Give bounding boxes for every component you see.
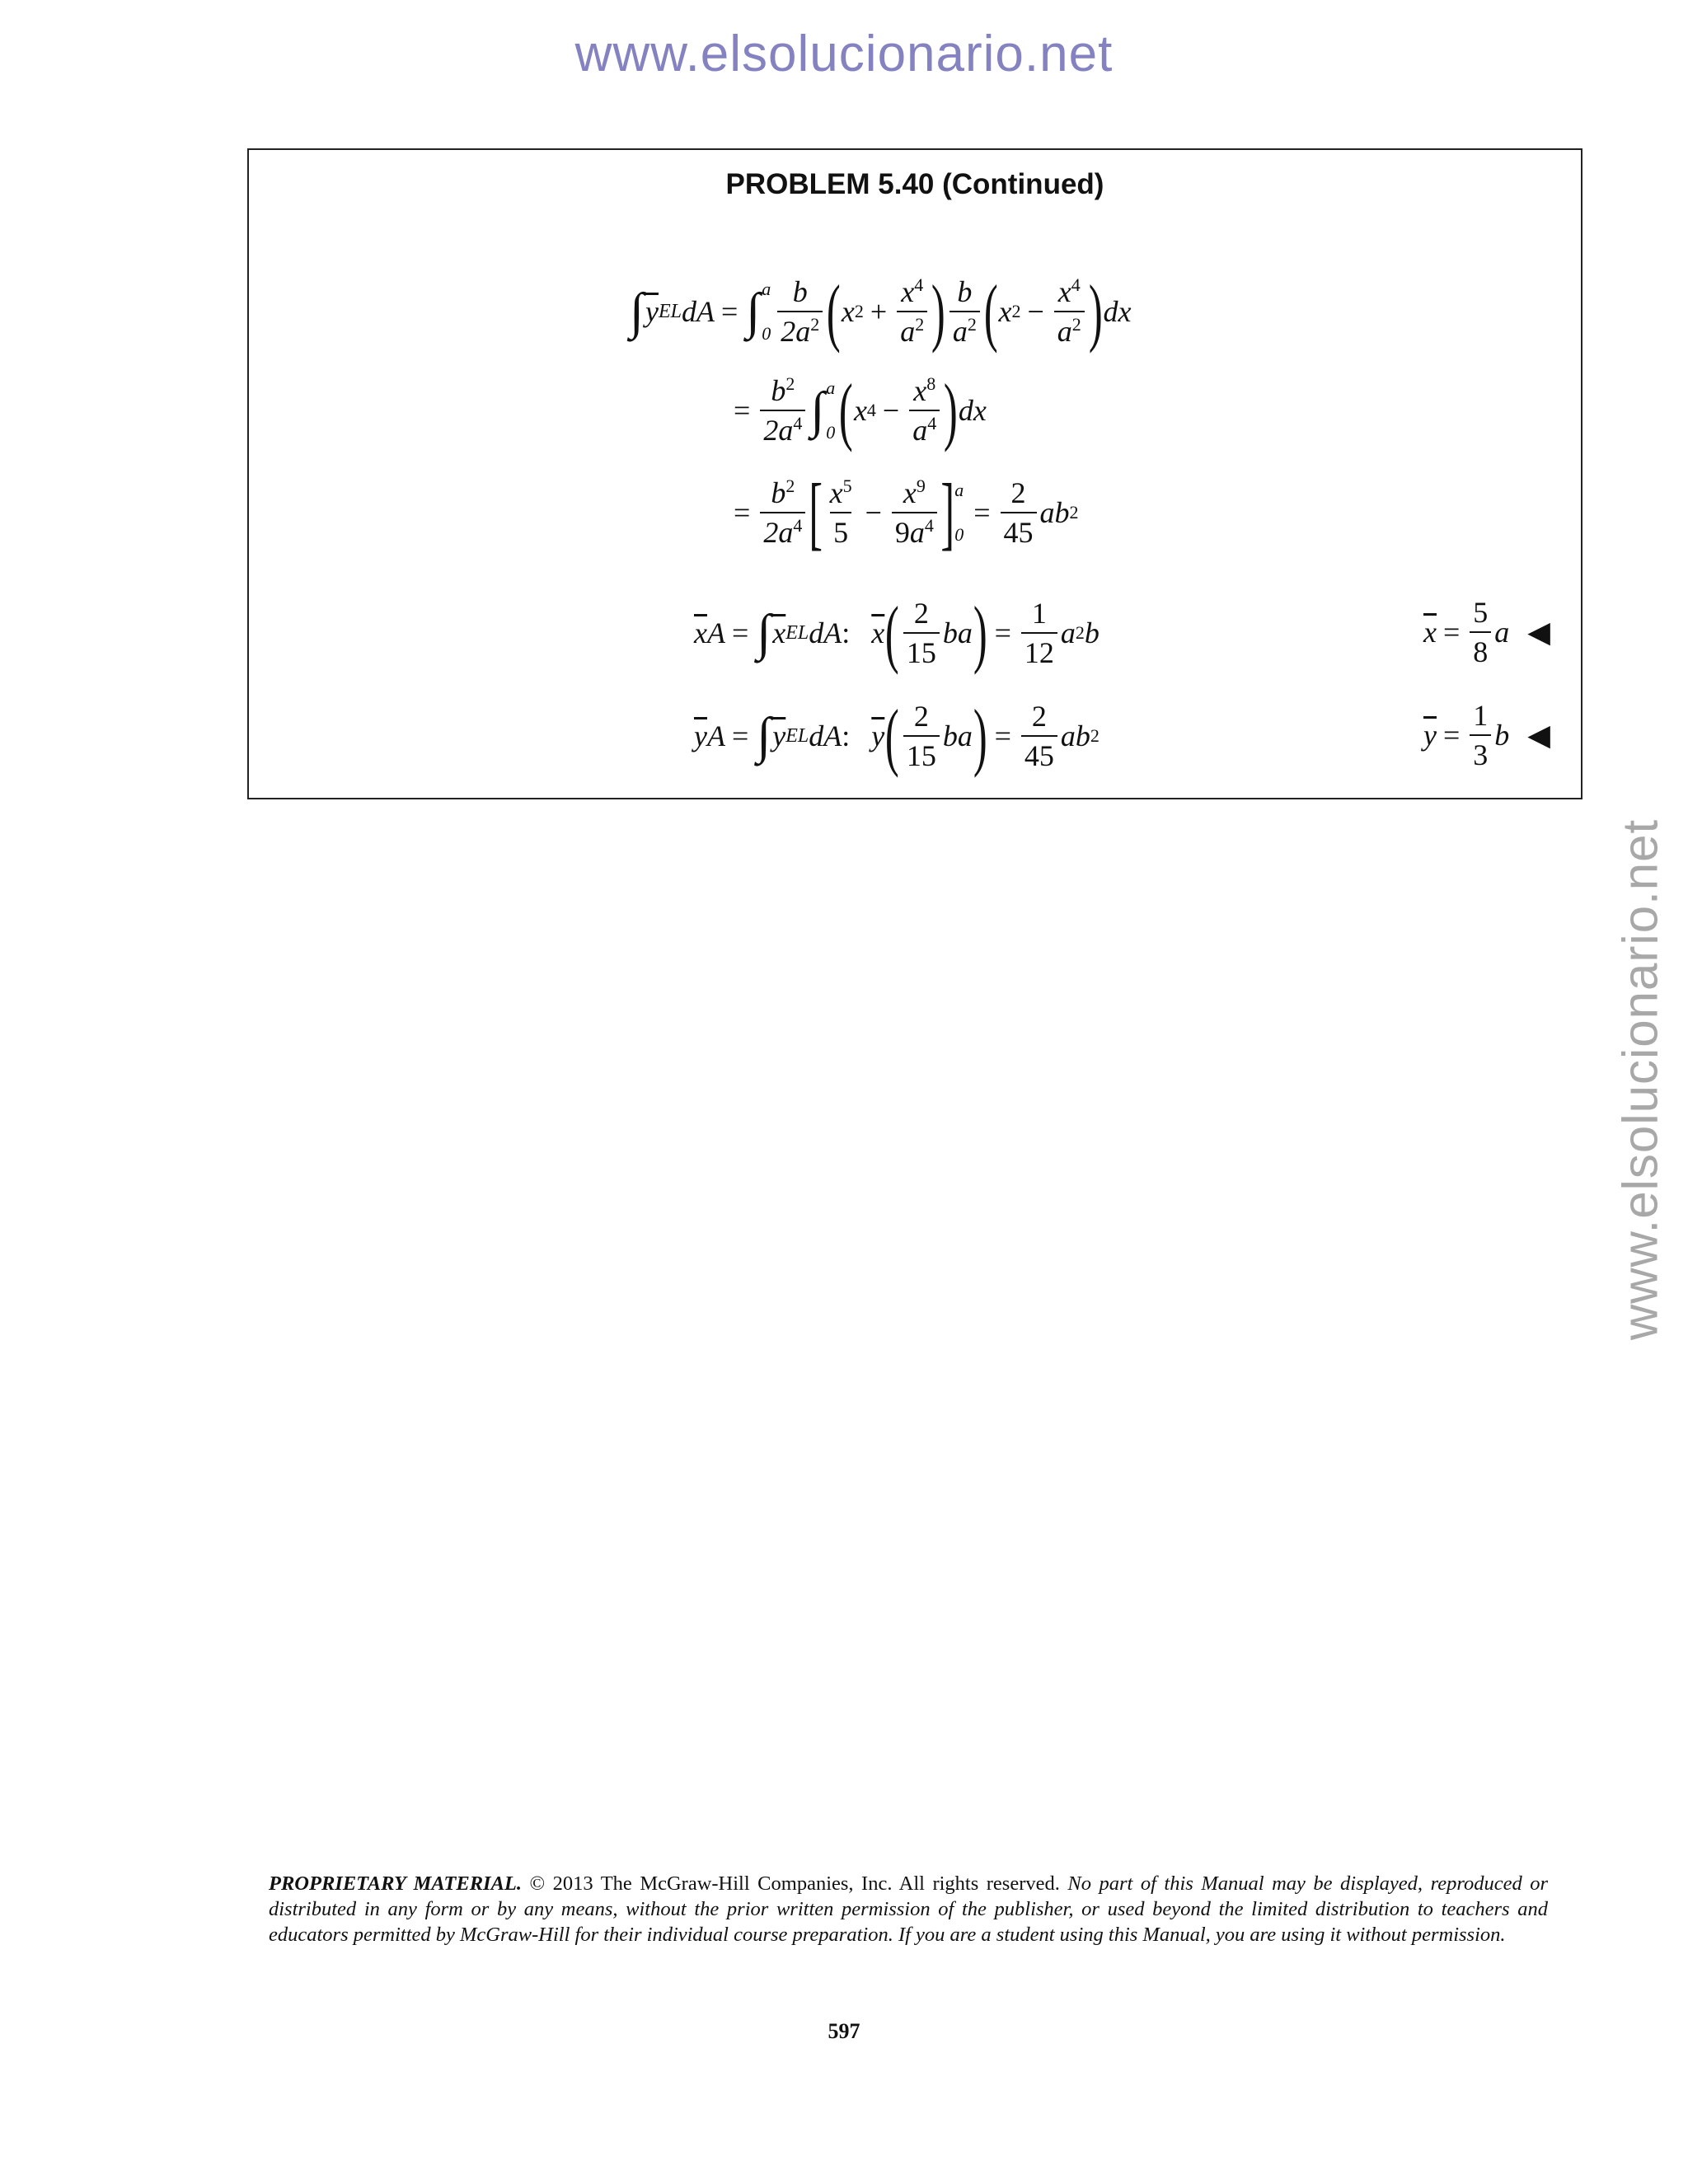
- answer-marker-icon: ◀: [1527, 616, 1550, 649]
- page-number: 597: [828, 2019, 860, 2043]
- answer-ybar: $\overline{y}$ = $\frac{1}{3}$ b ◀: [1423, 699, 1550, 771]
- equation-line-4: $\overline{x}$ A = ∫ $\overline{x}$ EL dA : $\overline{x}$ ( $\frac{2}{15}$ ba ) = $\frac{1}{12}$ a 2 b: [694, 591, 1100, 675]
- proprietary-notice: [269, 1871, 1548, 1947]
- footer-notice: No part of this Manual may be displayed, reproduced or distributed in any form or by any means, without the prior written permission of the publisher, or used beyond the limited distribution to teachers and educators permitted by McGraw-Hill for their individual course preparation. If you are a student using this Manual, you are using it without permission.: [269, 1872, 1548, 1946]
- answer-xbar: $\overline{x}$ = $\frac{5}{8}$ a ◀: [1423, 596, 1550, 668]
- equation-line-5: $\overline{y}$ A = ∫ $\overline{y}$ EL dA : $\overline{y}$ ( $\frac{2}{15}$ ba ) = $\frac{2}{45}$ ab 2: [694, 694, 1100, 778]
- problem-box: [247, 148, 1582, 799]
- equation-line-3: = $\frac{b^2}{2a^4}$ [ $\frac{x^5}{5}$ − $\frac{x^9}{9a^4}$ ] a 0 = $\frac{2}{45}$ ab 2: [734, 466, 1079, 558]
- problem-title: PROBLEM 5.40 (Continued): [725, 168, 1104, 200]
- answer-marker-icon: ◀: [1527, 719, 1550, 752]
- equation-line-1: ∫ $\overline{y}$ EL dA = ∫ a 0 $\frac{b}{2a^2}$ ( x 2 + $\frac{x^4}{a^2}$ ) $\frac{b}{a^2}$ ( x 2 − $\frac{x^4}{a^2}$ ) dx: [630, 269, 1132, 354]
- footer-copyright: © 2013 The McGraw-Hill Companies, Inc. All rights reserved.: [522, 1872, 1068, 1895]
- watermark-side-url: www.elsolucionario.net: [1612, 818, 1668, 1341]
- footer-lead: PROPRIETARY MATERIAL.: [269, 1872, 522, 1895]
- equation-line-2: = $\frac{b^2}{2a^4}$ ∫ a 0 ( x 4 − $\frac{x^8}{a^4}$ ) dx: [734, 368, 987, 452]
- watermark-url: www.elsolucionario.net: [574, 26, 1114, 82]
